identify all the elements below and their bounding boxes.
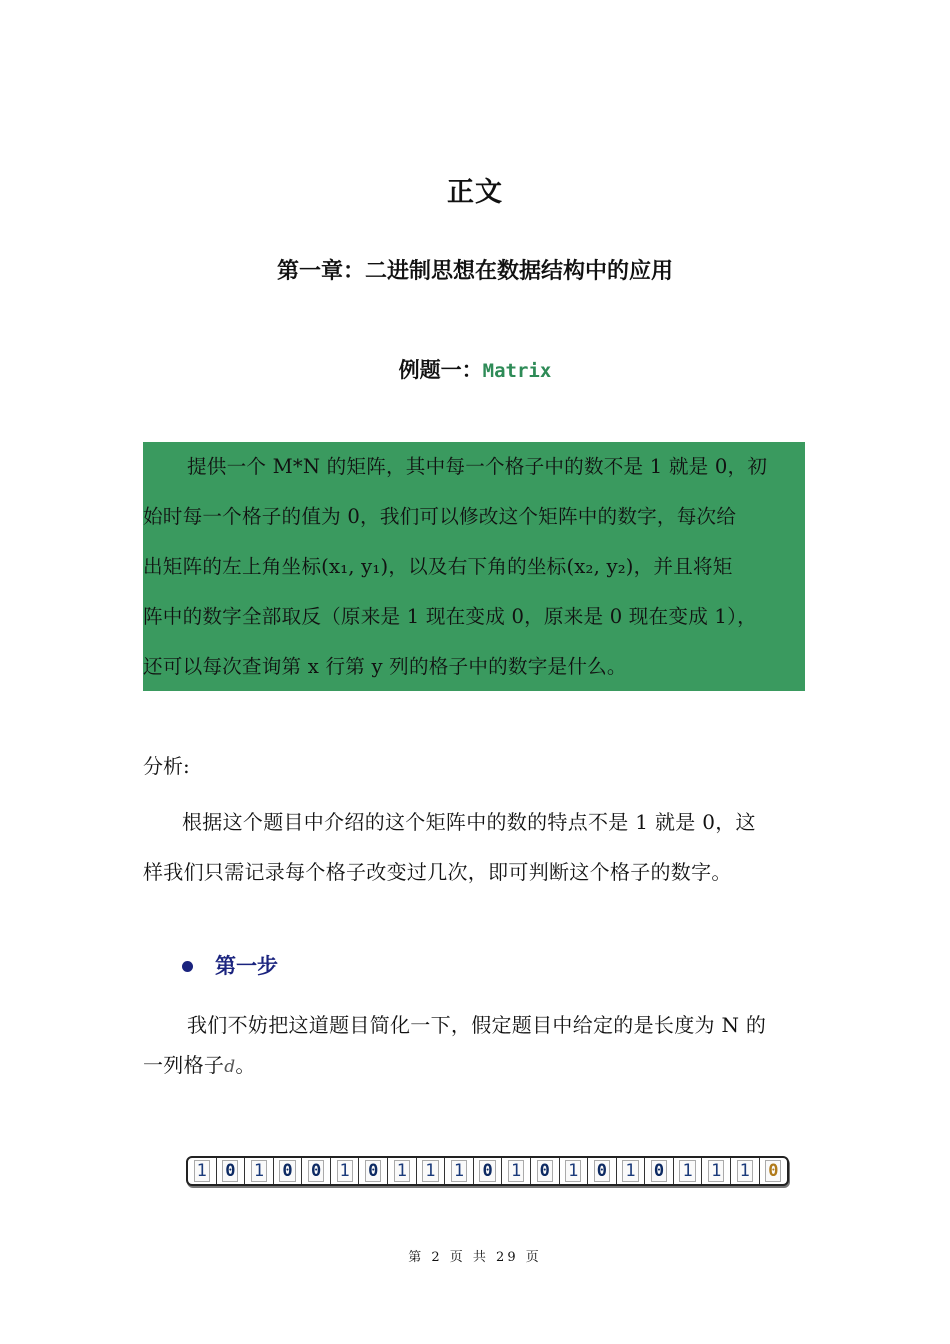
analysis-line: 样我们只需记录每个格子改变过几次，即可判断这个格子的数字。 bbox=[143, 860, 732, 884]
bit-cell bbox=[359, 1158, 388, 1184]
bit-value: 0 bbox=[279, 1160, 295, 1182]
bit-value: 1 bbox=[737, 1160, 753, 1182]
bit-cell bbox=[445, 1158, 474, 1184]
bit-value: 0 bbox=[222, 1160, 238, 1182]
bullet-icon bbox=[182, 961, 193, 972]
bit-cell bbox=[274, 1158, 303, 1184]
bit-value: 1 bbox=[194, 1160, 210, 1182]
bit-cell bbox=[731, 1158, 760, 1184]
bit-cell bbox=[560, 1158, 589, 1184]
bit-value: 1 bbox=[422, 1160, 438, 1182]
bit-cell bbox=[245, 1158, 274, 1184]
bit-cell bbox=[588, 1158, 617, 1184]
bit-cell bbox=[702, 1158, 731, 1184]
bit-value: 1 bbox=[337, 1160, 353, 1182]
analysis-label: 分析: bbox=[143, 754, 190, 778]
step-body bbox=[143, 1005, 813, 1087]
bit-cell bbox=[302, 1158, 331, 1184]
problem-statement-box bbox=[143, 442, 805, 691]
bit-array bbox=[186, 1156, 789, 1186]
example-name: Matrix bbox=[482, 360, 552, 382]
bit-value: 1 bbox=[708, 1160, 724, 1182]
bit-value: 1 bbox=[679, 1160, 695, 1182]
bit-value: 1 bbox=[394, 1160, 410, 1182]
bit-cell bbox=[417, 1158, 446, 1184]
bit-cell bbox=[760, 1158, 788, 1184]
problem-line: 还可以每次查询第 x 行第 y 列的格子中的数字是什么。 bbox=[143, 655, 627, 678]
bit-value: 1 bbox=[622, 1160, 638, 1182]
bit-cell bbox=[217, 1158, 246, 1184]
example-title bbox=[0, 354, 950, 384]
problem-line: 出矩阵的左上角坐标(x₁, y₁)，以及右下角的坐标(x₂, y₂)，并且将矩 bbox=[143, 555, 733, 578]
bit-cell bbox=[531, 1158, 560, 1184]
page-title: 正文 bbox=[447, 177, 503, 208]
bit-value: 0 bbox=[365, 1160, 381, 1182]
bit-cell bbox=[674, 1158, 703, 1184]
bit-value: 1 bbox=[251, 1160, 267, 1182]
example-prefix: 例题一： bbox=[398, 358, 483, 382]
step-heading bbox=[182, 948, 278, 984]
analysis-line: 根据这个题目中介绍的这个矩阵中的数的特点不是 1 就是 0，这 bbox=[182, 810, 756, 834]
problem-line: 提供一个 M*N 的矩阵，其中每一个格子中的数不是 1 就是 0，初 bbox=[187, 455, 768, 478]
analysis-body bbox=[143, 797, 813, 897]
bit-value: 1 bbox=[565, 1160, 581, 1182]
bit-cell bbox=[388, 1158, 417, 1184]
page-footer: 第 2 页 共 29 页 bbox=[408, 1250, 542, 1265]
bit-cell bbox=[474, 1158, 503, 1184]
bit-cell bbox=[645, 1158, 674, 1184]
bit-value: 0 bbox=[651, 1160, 667, 1182]
bit-cell bbox=[617, 1158, 646, 1184]
bit-value: 0 bbox=[308, 1160, 324, 1182]
bit-value: 0 bbox=[594, 1160, 610, 1182]
bit-cell bbox=[188, 1158, 217, 1184]
step-line-text: 一列格子 bbox=[143, 1053, 225, 1077]
step-line bbox=[143, 1045, 813, 1087]
grid-symbol: d bbox=[224, 1057, 236, 1077]
step-heading-text: 第一步 bbox=[215, 954, 278, 978]
bit-cell bbox=[502, 1158, 531, 1184]
bit-value: 1 bbox=[451, 1160, 467, 1182]
bit-value: 0 bbox=[537, 1160, 553, 1182]
problem-line: 始时每一个格子的值为 0，我们可以修改这个矩阵中的数字，每次给 bbox=[143, 505, 737, 528]
bit-value: 1 bbox=[508, 1160, 524, 1182]
bit-value: 0 bbox=[765, 1160, 781, 1182]
problem-line: 阵中的数字全部取反（原来是 1 现在变成 0，原来是 0 现在变成 1）， bbox=[143, 605, 757, 628]
chapter-title: 第一章：二进制思想在数据结构中的应用 bbox=[276, 259, 673, 284]
step-line-end: 。 bbox=[235, 1053, 256, 1077]
step-line: 我们不妨把这道题目简化一下，假定题目中给定的是长度为 N 的 bbox=[187, 1013, 767, 1037]
bit-cell bbox=[331, 1158, 360, 1184]
bit-value: 0 bbox=[479, 1160, 495, 1182]
